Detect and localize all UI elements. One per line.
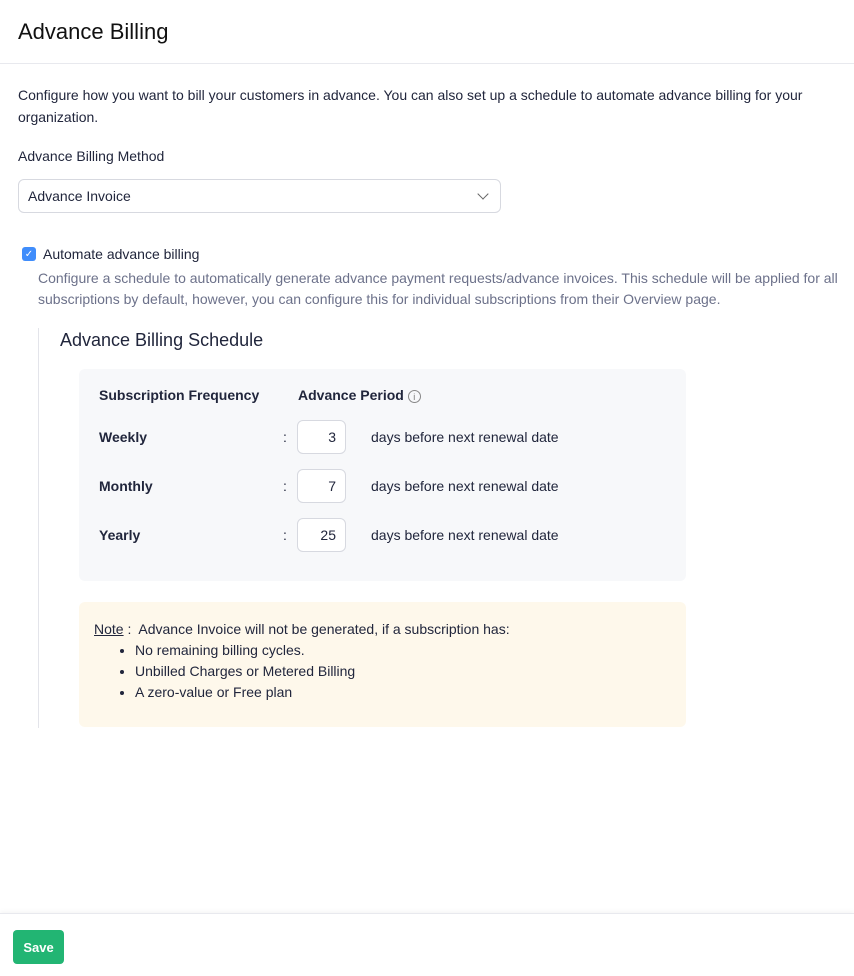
save-button[interactable]: Save	[13, 930, 64, 964]
method-label: Advance Billing Method	[18, 148, 165, 164]
schedule-row-weekly	[79, 420, 686, 454]
days-suffix: days before next renewal date	[371, 478, 559, 494]
automate-label[interactable]: Automate advance billing	[43, 246, 200, 262]
schedule-row-monthly	[79, 469, 686, 503]
days-input[interactable]: 25	[297, 518, 346, 552]
automate-checkbox[interactable]: ✓	[22, 247, 36, 261]
page-description: Configure how you want to bill your customers in advance. You can also set up a schedule to automate advance billing for your organization.	[18, 87, 803, 125]
page-header	[0, 0, 854, 64]
billing-method-select[interactable]	[18, 179, 501, 213]
note-item: • Unbilled Charges or Metered Billing	[135, 661, 671, 682]
note-item: • A zero-value or Free plan	[135, 682, 671, 703]
days-input[interactable]: 7	[297, 469, 346, 503]
schedule-table	[79, 369, 686, 581]
note-box: Note : Advance Invoice will not be generated, if a subscription has: • No remaining billing cycles. • Unbilled Charges or Metered Billing • A zero-value or Free plan	[79, 602, 686, 727]
schedule-title: Advance Billing Schedule	[60, 330, 264, 350]
days-input[interactable]: 3	[297, 420, 346, 454]
col-advance-period	[298, 387, 421, 403]
frequency-label: Yearly	[99, 527, 141, 543]
col-frequency: Subscription Frequency	[99, 387, 260, 403]
info-icon[interactable]: i	[408, 390, 421, 403]
note-item: • No remaining billing cycles.	[135, 640, 671, 661]
frequency-label: Weekly	[99, 429, 147, 445]
days-suffix: days before next renewal date	[371, 527, 559, 543]
colon: :	[283, 527, 287, 543]
note-label: Note	[94, 621, 124, 637]
schedule-row-yearly	[79, 518, 686, 552]
footer	[0, 913, 854, 976]
colon: :	[283, 429, 287, 445]
col-advance-period-label: Advance Period	[298, 387, 404, 403]
automate-help: Configure a schedule to automatically generate advance payment requests/advance invoices. This schedule will be applied for all subscriptions by default, however, you can configure this for individual subscriptions from their Overview page.	[38, 270, 838, 307]
page-title: Advance Billing	[18, 18, 169, 44]
selected-value: Advance Invoice	[28, 188, 131, 204]
colon: :	[283, 478, 287, 494]
frequency-label: Monthly	[99, 478, 153, 494]
chevron-down-icon	[477, 188, 488, 199]
note-text: Advance Invoice will not be generated, if a subscription has:	[138, 621, 510, 637]
automate-row	[22, 246, 199, 262]
days-suffix: days before next renewal date	[371, 429, 559, 445]
